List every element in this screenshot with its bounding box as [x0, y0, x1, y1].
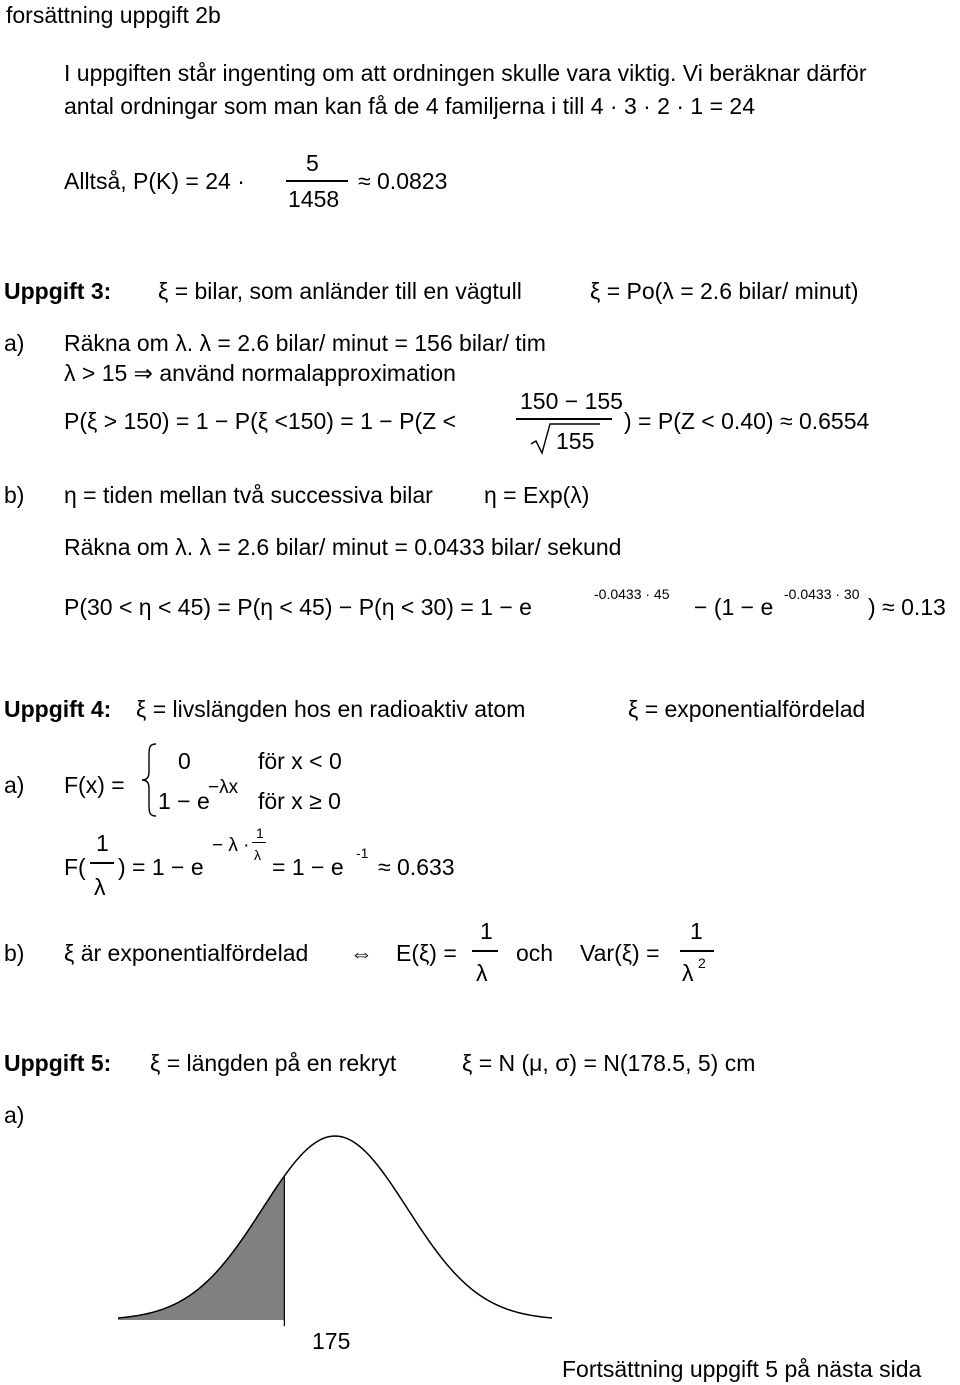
- left-brace: [140, 742, 160, 818]
- u3-a-prob-suffix: ) = P(Z < 0.40) ≈ 0.6554: [624, 408, 870, 434]
- u4-fx-label: F(x) =: [64, 772, 125, 798]
- u4-expectation-numerator: 1: [480, 918, 493, 944]
- u2b-line2: antal ordningar som man kan få de 4 familjerna i till 4 · 3 · 2 · 1 = 24: [64, 93, 755, 119]
- u3-b-prob-suffix: ) ≈ 0.13: [868, 594, 946, 620]
- normal-curve: [118, 1136, 552, 1318]
- u4-variance-bar: [680, 950, 714, 952]
- u4-xi-distribution: ξ = exponentialfördelad: [628, 696, 866, 722]
- u3-b-exponent-1: -0.0433 · 45: [594, 586, 670, 602]
- axis-label-175: 175: [312, 1328, 351, 1354]
- u4-case1-condition: för x < 0: [258, 748, 342, 774]
- u4-b-text: ξ är exponentialfördelad: [64, 940, 309, 966]
- u3-heading: Uppgift 3:: [4, 278, 112, 304]
- u4-f-prefix: F(: [64, 854, 86, 880]
- u3-a-prob-prefix: P(ξ > 150) = 1 − P(ξ <150) = 1 − P(Z <: [64, 408, 456, 434]
- u2b-pk-result: ≈ 0.0823: [358, 168, 448, 194]
- u4-variance-numerator: 1: [690, 918, 703, 944]
- u3-a-fraction-numerator: 150 − 155: [520, 388, 623, 414]
- u4-f-exponent-numerator: 1: [256, 825, 264, 841]
- u2b-pk-denominator: 1458: [288, 186, 340, 212]
- shaded-region: [118, 1176, 284, 1320]
- u3-xi-definition: ξ = bilar, som anländer till en vägtull: [158, 278, 522, 304]
- u3-a-label: a): [4, 330, 25, 356]
- u4-f-result: ≈ 0.633: [378, 854, 455, 880]
- u3-b-label: b): [4, 482, 25, 508]
- u4-f-exponent-denominator: λ: [254, 847, 261, 863]
- u2b-pk-prefix: Alltså, P(K) = 24 ·: [64, 168, 245, 194]
- u4-variance-label: Var(ξ) =: [580, 940, 660, 966]
- u3-b-exponent-2: -0.0433 · 30: [784, 586, 860, 602]
- u2b-line1: I uppgiften står ingenting om att ordningen skulle vara viktig. Vi beräknar därför: [64, 60, 867, 86]
- u4-case2-exponent: −λx: [208, 777, 239, 798]
- u3-a-line1: Räkna om λ. λ = 2.6 bilar/ minut = 156 bilar/ tim: [64, 330, 546, 356]
- u3-b-distribution: η = Exp(λ): [484, 482, 590, 508]
- footer-continuation: Fortsättning uppgift 5 på nästa sida: [562, 1356, 922, 1382]
- u5-xi-definition: ξ = längden på en rekryt: [150, 1050, 397, 1076]
- u4-case1-value: 0: [178, 748, 191, 774]
- u4-expectation-denominator: λ: [476, 960, 488, 986]
- u3-b-line1: Räkna om λ. λ = 2.6 bilar/ minut = 0.0433 bilar/ sekund: [64, 534, 622, 560]
- u3-a-fraction-denominator: 155: [556, 428, 595, 454]
- u4-f-exponent-bar: [252, 842, 266, 843]
- u4-case2-condition: för x ≥ 0: [258, 788, 341, 814]
- u3-a-fraction-bar: [516, 418, 612, 420]
- u3-b-definition: η = tiden mellan två successiva bilar: [64, 482, 433, 508]
- u4-f-denominator: λ: [94, 874, 106, 900]
- u4-f-numerator: 1: [96, 830, 109, 856]
- u4-a-label: a): [4, 772, 25, 798]
- u5-heading: Uppgift 5:: [4, 1050, 112, 1076]
- u5-a-label: a): [4, 1102, 25, 1128]
- u4-expectation-bar: [472, 950, 498, 952]
- u4-b-label: b): [4, 940, 25, 966]
- u4-f-exponent-prefix: − λ ·: [212, 835, 250, 856]
- u3-b-prob-prefix: P(30 < η < 45) = P(η < 45) − P(η < 30) = 1 − e: [64, 594, 532, 620]
- iff-icon: ⇔: [350, 940, 373, 966]
- u4-heading: Uppgift 4:: [4, 696, 112, 722]
- u2b-pk-fraction-bar: [286, 180, 348, 182]
- u4-f-fraction-bar: [90, 862, 114, 864]
- u4-variance-exponent: 2: [698, 955, 706, 971]
- u4-och: och: [516, 940, 554, 966]
- u3-b-prob-mid: − (1 − e: [694, 594, 774, 620]
- u5-xi-distribution: ξ = N (μ, σ) = N(178.5, 5) cm: [462, 1050, 756, 1076]
- page-title: forsättning uppgift 2b: [6, 2, 221, 28]
- u2b-pk-numerator: 5: [306, 150, 319, 176]
- u4-xi-definition: ξ = livslängden hos en radioaktiv atom: [136, 696, 526, 722]
- u4-f-suffix-exponent: -1: [356, 845, 369, 861]
- u4-f-suffix: = 1 − e: [272, 854, 344, 880]
- u4-expectation-label: E(ξ) =: [396, 940, 457, 966]
- u4-f-mid: ) = 1 − e: [118, 854, 204, 880]
- u3-a-line2: λ > 15 ⇒ använd normalapproximation: [64, 360, 456, 386]
- u4-case2-value: 1 − e: [158, 788, 210, 814]
- u3-xi-distribution: ξ = Po(λ = 2.6 bilar/ minut): [590, 278, 859, 304]
- u4-variance-denominator: λ: [682, 960, 694, 986]
- normal-distribution-chart: [0, 1110, 960, 1340]
